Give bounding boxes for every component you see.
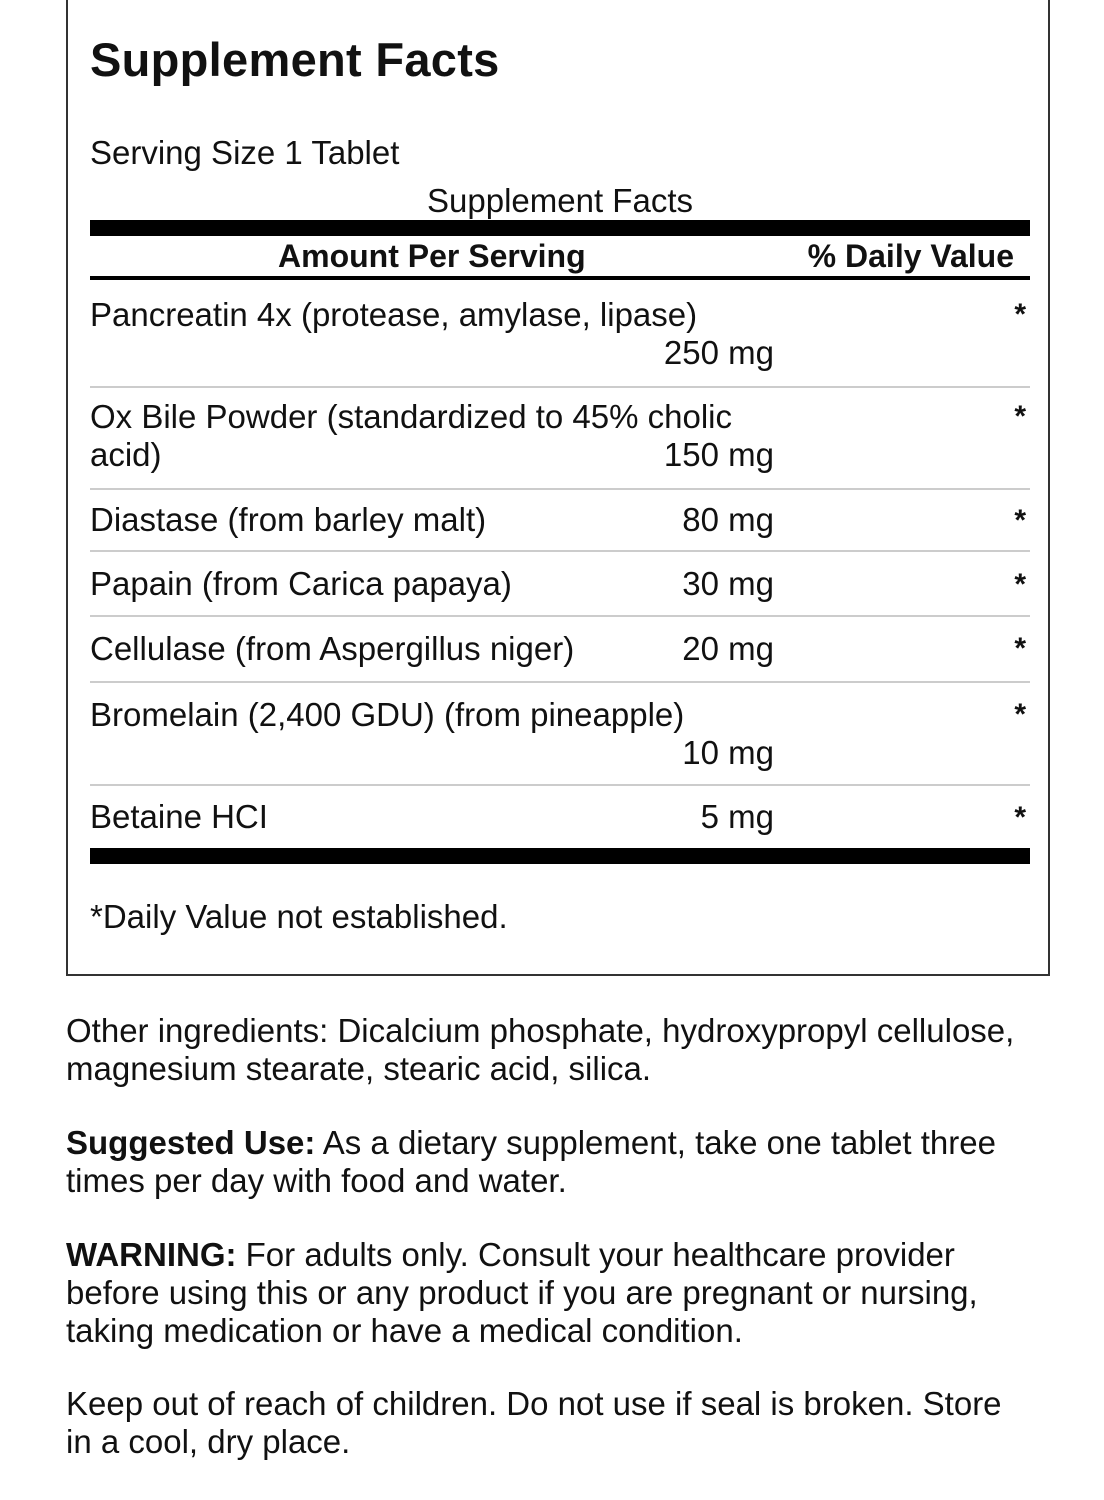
header-daily-value: % Daily Value [807, 238, 1014, 274]
daily-value-mark: * [1014, 298, 1026, 331]
facts-title: Supplement Facts [90, 33, 500, 86]
row-divider [90, 681, 1030, 683]
ingredient-name: Ox Bile Powder (standardized to 45% cholic [90, 398, 732, 435]
row-divider [90, 784, 1030, 786]
suggested-use-text: As a dietary supplement, take one tablet three [315, 1124, 996, 1161]
row-divider [90, 488, 1030, 490]
suggested-use-label: Suggested Use: [66, 1124, 316, 1161]
row-divider [90, 550, 1030, 552]
storage-line: in a cool, dry place. [66, 1423, 351, 1460]
ingredient-amount: 5 mg [700, 798, 774, 835]
ingredient-name: Bromelain (2,400 GDU) (from pineapple) [90, 696, 685, 733]
other-ingredients-line: magnesium stearate, stearic acid, silica. [66, 1050, 652, 1087]
bottom-divider [90, 848, 1030, 864]
supplement-facts-panel [66, 0, 1050, 976]
table-caption: Supplement Facts [427, 182, 693, 219]
storage-note [66, 1385, 1046, 1461]
storage-line: Keep out of reach of children. Do not use if seal is broken. Store [66, 1385, 1002, 1422]
ingredient-name: Cellulase (from Aspergillus niger) [90, 630, 575, 667]
warning-text: For adults only. Consult your healthcare provider [236, 1236, 955, 1273]
suggested-use [66, 1124, 1046, 1200]
daily-value-mark: * [1014, 568, 1026, 601]
other-ingredients [66, 1012, 1046, 1088]
daily-value-mark: * [1014, 801, 1026, 834]
ingredient-amount: 10 mg [682, 734, 774, 771]
ingredient-amount: 20 mg [682, 630, 774, 667]
row-divider [90, 386, 1030, 388]
footnote: *Daily Value not established. [90, 898, 508, 935]
header-divider [90, 276, 1030, 280]
ingredient-amount: 150 mg [663, 436, 774, 473]
ingredient-name: Betaine HCI [90, 798, 268, 835]
warning-line: taking medication or have a medical condition. [66, 1312, 743, 1349]
suggested-use-line: times per day with food and water. [66, 1162, 567, 1199]
suggested-use-line [66, 1124, 1046, 1162]
warning-line [66, 1236, 1046, 1274]
row-divider [90, 615, 1030, 617]
warning [66, 1236, 1046, 1350]
warning-line: before using this or any product if you are pregnant or nursing, [66, 1274, 978, 1311]
other-ingredients-line: Other ingredients: Dicalcium phosphate, hydroxypropyl cellulose, [66, 1012, 1015, 1049]
ingredient-name-continued: acid) [90, 436, 162, 473]
ingredient-name: Diastase (from barley malt) [90, 501, 487, 538]
header-amount-per-serving: Amount Per Serving [278, 238, 586, 274]
ingredient-name: Pancreatin 4x (protease, amylase, lipase) [90, 296, 698, 333]
top-divider [90, 220, 1030, 236]
daily-value-mark: * [1014, 504, 1026, 537]
ingredient-amount: 250 mg [663, 334, 774, 371]
warning-label: WARNING: [66, 1236, 237, 1273]
daily-value-mark: * [1014, 632, 1026, 665]
ingredient-name: Papain (from Carica papaya) [90, 565, 512, 602]
daily-value-mark: * [1014, 698, 1026, 731]
serving-size: Serving Size 1 Tablet [90, 134, 400, 171]
ingredient-amount: 30 mg [682, 565, 774, 602]
daily-value-mark: * [1014, 400, 1026, 433]
ingredient-amount: 80 mg [682, 501, 774, 538]
